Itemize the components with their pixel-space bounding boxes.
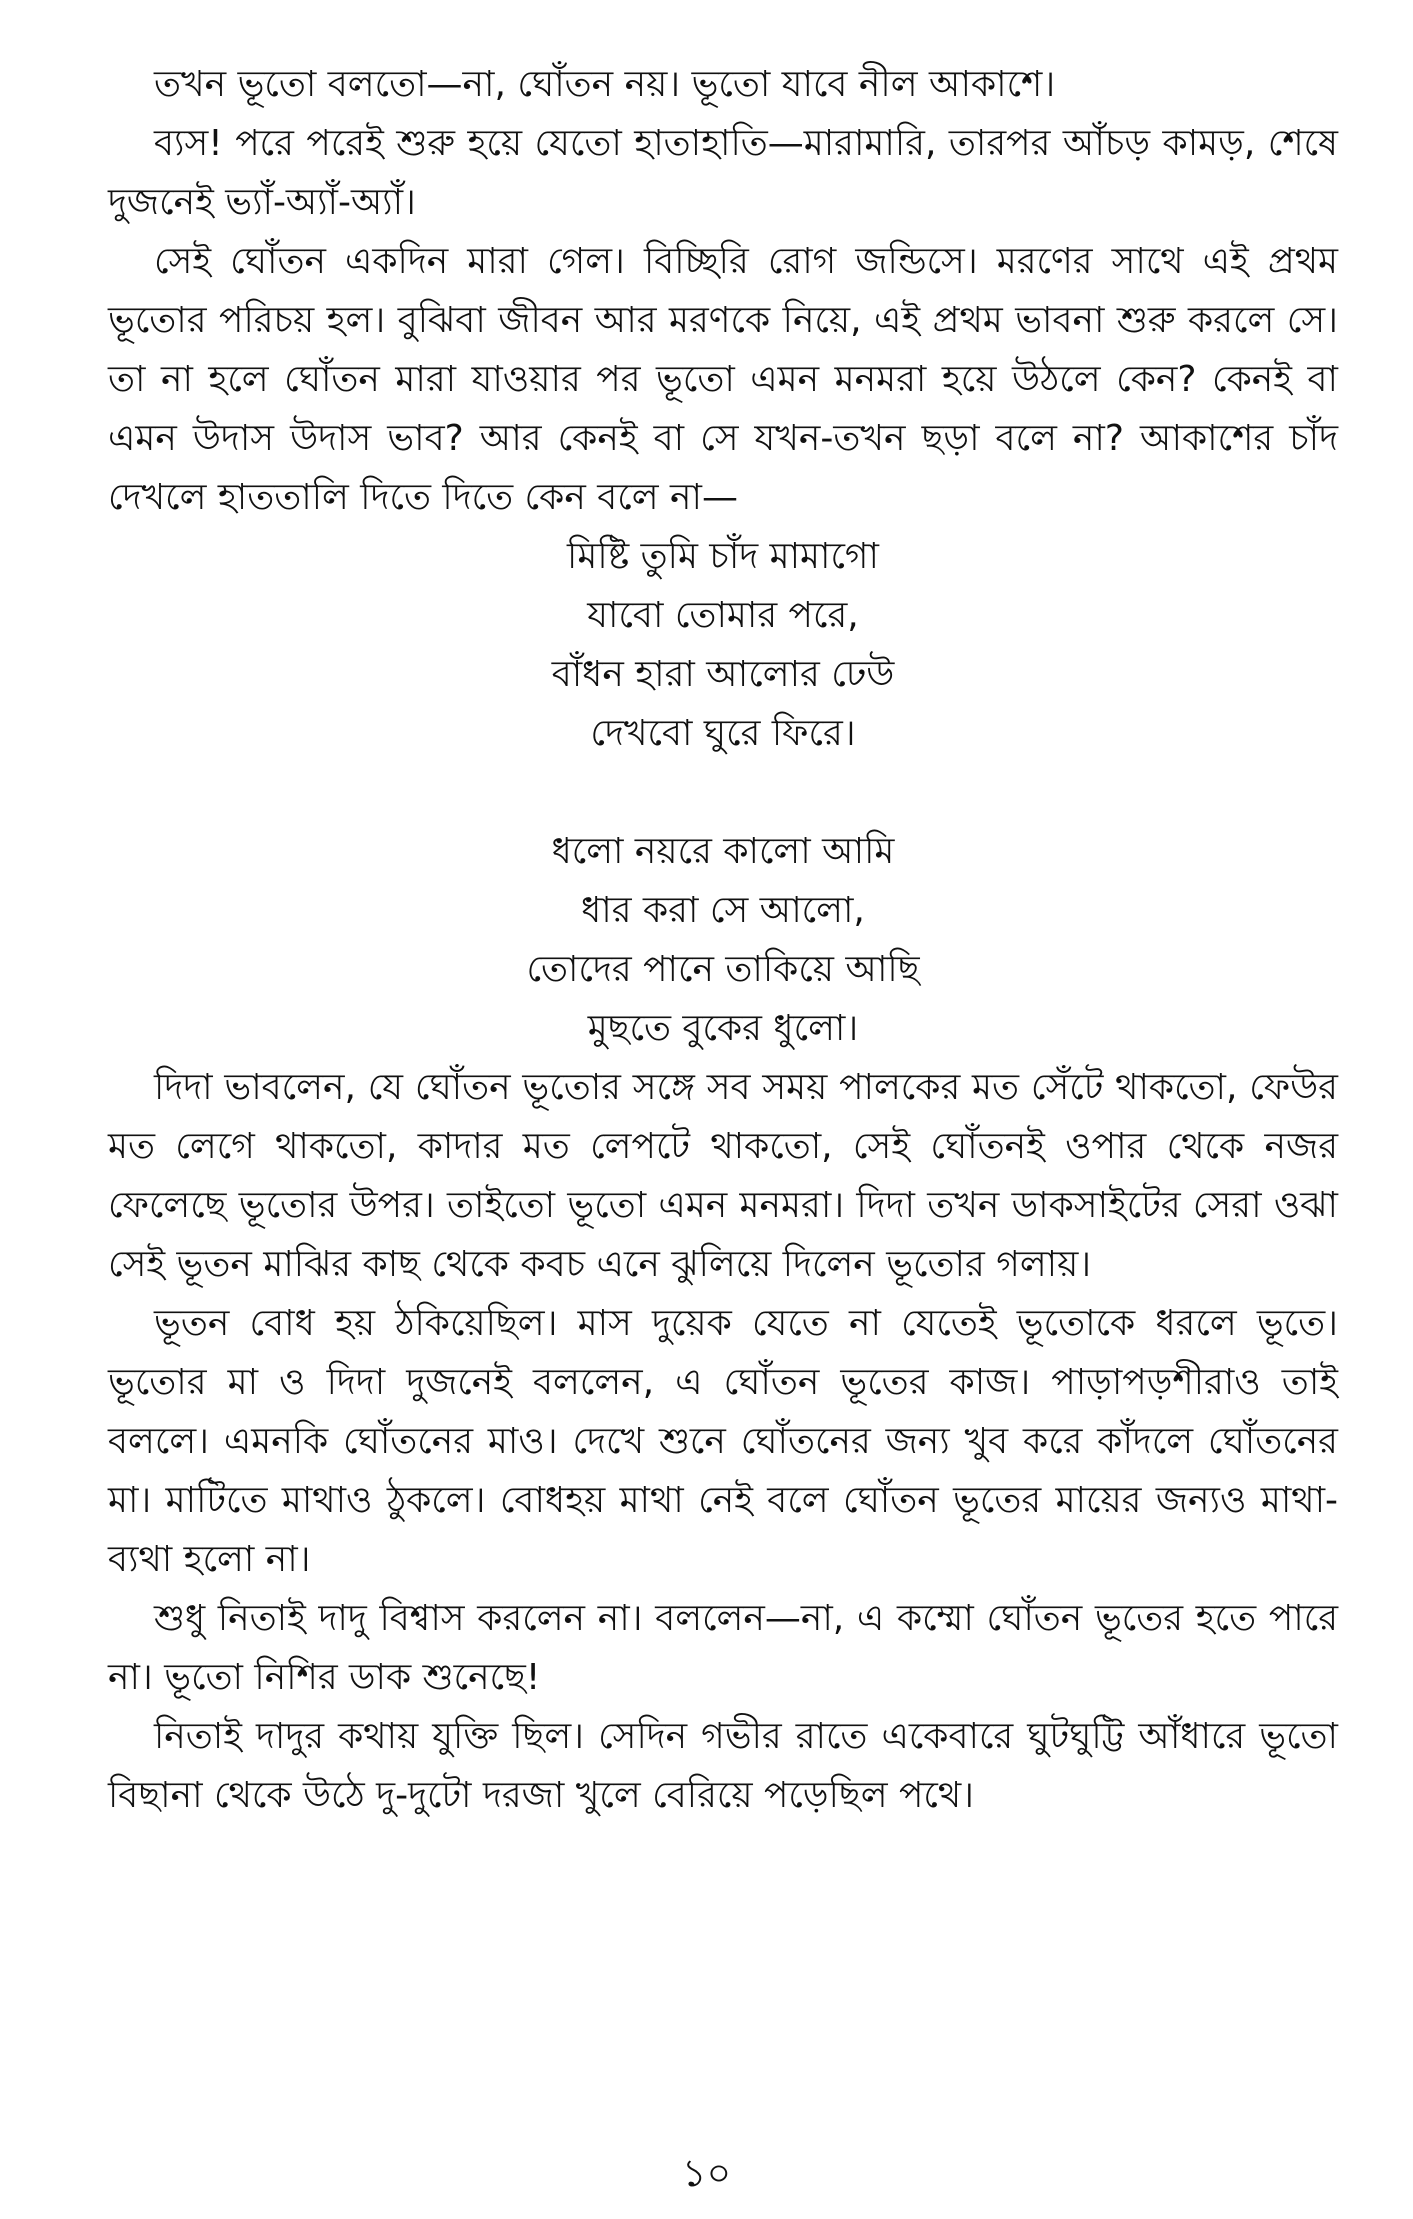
paragraph-7: নিতাই দাদুর কথায় যুক্তি ছিল। সেদিন গভীর রাতে একেবারে ঘুটঘুট্টি আঁধারে ভূতো বিছানা থেকে উঠে দু-দুটো দরজা খুলে বেরিয়ে পড়েছিল পথে। <box>108 1716 1338 1816</box>
paragraph-5: ভূতন বোধ হয় ঠকিয়েছিল। মাস দুয়েক যেতে না যেতেই ভূতোকে ধরলে ভূতে। ভূতোর মা ও দিদা দুজনেই বললেন, এ ঘোঁতন ভূতের কাজ। পাড়াপড়শীরাও তাই বললে। এমনকি ঘোঁতনের মাও। দেখে শুনে ঘোঁতনের জন্য খুব করে কাঁদলে ঘোঁতনের মা। মাটিতে মাথাও ঠুকলে। বোধহয় মাথা নেই বলে ঘোঁতন ভূতের মায়ের জন্যও মাথা-ব্যথা হলো না। <box>108 1303 1338 1580</box>
poem-line: ধার করা সে আলো, <box>581 890 865 931</box>
poem-line: যাবো তোমার পরে, <box>587 595 859 636</box>
poem <box>108 527 1338 1058</box>
paragraph-1: তখন ভূতো বলতো—না, ঘোঁতন নয়। ভূতো যাবে নীল আকাশে। <box>154 64 1056 105</box>
paragraph-6: শুধু নিতাই দাদু বিশ্বাস করলেন না। বললেন—না, এ কম্মো ঘোঁতন ভূতের হতে পারে না। ভূতো নিশির ডাক শুনেছে! <box>108 1598 1338 1698</box>
page-number: ১০ <box>681 2151 732 2195</box>
poem-line: মিষ্টি তুমি চাঁদ মামাগো <box>567 536 879 577</box>
stanza-gap <box>108 763 1338 822</box>
body-text <box>108 55 1338 1825</box>
poem-line: ধলো নয়রে কালো আমি <box>551 831 895 872</box>
poem-line: তোদের পানে তাকিয়ে আছি <box>526 949 920 990</box>
paragraph-4: দিদা ভাবলেন, যে ঘোঁতন ভূতোর সঙ্গে সব সময় পালকের মত সেঁটে থাকতো, ফেউর মত লেগে থাকতো, কাদার মত লেপটে থাকতো, সেই ঘোঁতনই ওপার থেকে নজর ফেলেছে ভূতোর উপর। তাইতো ভূতো এমন মনমরা। দিদা তখন ডাকসাইটের সেরা ওঝা সেই ভূতন মাঝির কাছ থেকে কবচ এনে ঝুলিয়ে দিলেন ভূতোর গলায়। <box>108 1067 1338 1285</box>
paragraph-3: সেই ঘোঁতন একদিন মারা গেল। বিচ্ছিরি রোগ জন্ডিসে। মরণের সাথে এই প্রথম ভূতোর পরিচয় হল। বুঝিবা জীবন আর মরণকে নিয়ে, এই প্রথম ভাবনা শুরু করলে সে। তা না হলে ঘোঁতন মারা যাওয়ার পর ভূতো এমন মনমরা হয়ে উঠলে কেন? কেনই বা এমন উদাস উদাস ভাব? আর কেনই বা সে যখন-তখন ছড়া বলে না? আকাশের চাঁদ দেখলে হাততালি দিতে দিতে কেন বলে না— <box>108 241 1338 518</box>
poem-line: দেখবো ঘুরে ফিরে। <box>590 713 856 754</box>
poem-line: মুছতে বুকের ধুলো। <box>587 1008 859 1049</box>
poem-line: বাঁধন হারা আলোর ঢেউ <box>551 654 895 695</box>
paragraph-2: ব্যস! পরে পরেই শুরু হয়ে যেতো হাতাহাতি—মারামারি, তারপর আঁচড় কামড়, শেষে দুজনেই ভ্যাঁ-অ্যাঁ-অ্যাঁ। <box>108 123 1338 223</box>
